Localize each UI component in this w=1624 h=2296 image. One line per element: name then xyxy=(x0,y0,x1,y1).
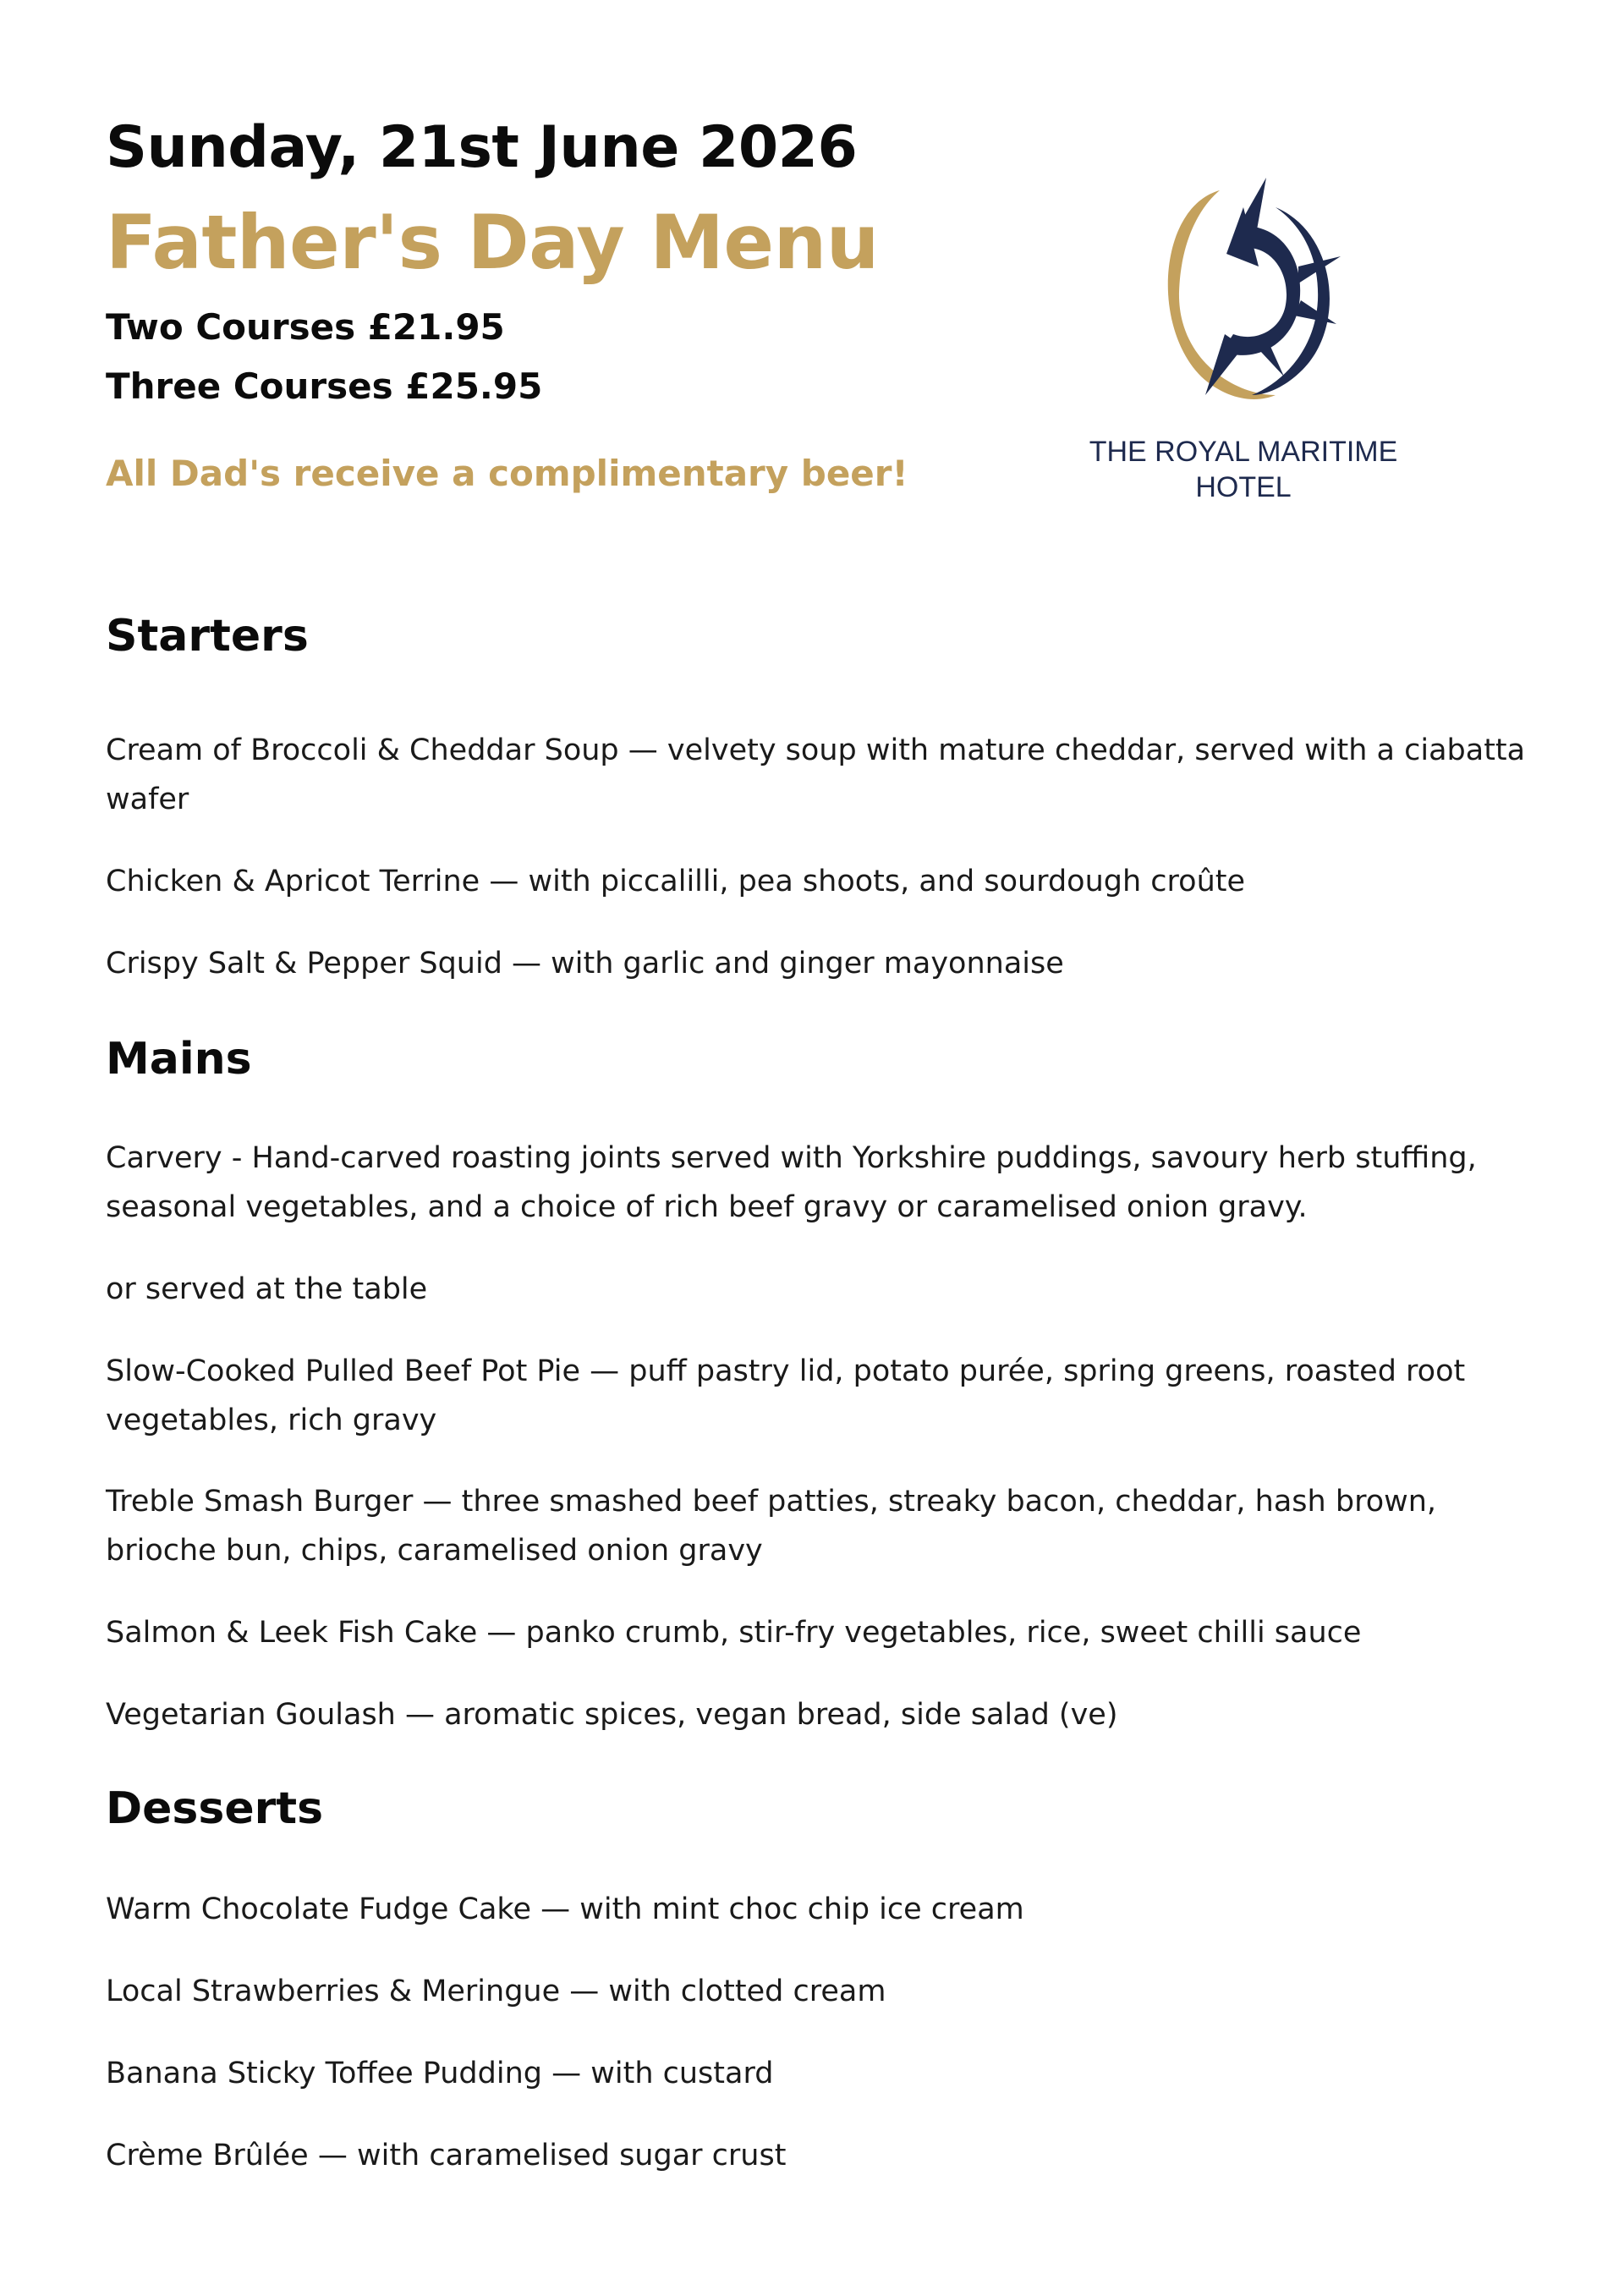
menu-date: Sunday, 21st June 2026 xyxy=(106,114,858,181)
menu-item: Banana Sticky Toffee Pudding — with custard xyxy=(106,2057,774,2090)
logo-text-line2: HOTEL xyxy=(1195,471,1292,503)
compass-moon-icon xyxy=(1125,173,1362,410)
menu-item: Local Strawberries & Meringue — with clotted cream xyxy=(106,1975,886,2008)
menu-item: Slow-Cooked Pulled Beef Pot Pie — puff pastry lid, potato purée, spring greens, roasted root vegetables, rich gravy xyxy=(106,1354,1466,1437)
menu-item: Treble Smash Burger — three smashed beef patties, streaky bacon, cheddar, hash brown, brioche bun, chips, caramelised onion gravy xyxy=(106,1485,1437,1568)
menu-item: Crispy Salt & Pepper Squid — with garlic and ginger mayonnaise xyxy=(106,947,1064,980)
section-heading-desserts: Desserts xyxy=(106,1783,324,1834)
promo-text: All Dad's receive a complimentary beer! xyxy=(106,453,908,494)
price-two-courses: Two Courses £21.95 xyxy=(106,306,505,348)
menu-item: Salmon & Leek Fish Cake — panko crumb, stir-fry vegetables, rice, sweet chilli sauce xyxy=(106,1616,1362,1650)
menu-item: Crème Brûlée — with caramelised sugar crust xyxy=(106,2139,787,2172)
logo-text-line1: THE ROYAL MARITIME xyxy=(1089,436,1398,468)
menu-title: Father's Day Menu xyxy=(106,199,879,286)
hotel-logo xyxy=(1074,165,1413,520)
section-heading-starters: Starters xyxy=(106,611,309,662)
menu-item: Vegetarian Goulash — aromatic spices, vegan bread, side salad (ve) xyxy=(106,1698,1118,1732)
menu-item: or served at the table xyxy=(106,1272,428,1306)
section-heading-mains: Mains xyxy=(106,1034,252,1085)
price-three-courses: Three Courses £25.95 xyxy=(106,365,543,407)
menu-item: Cream of Broccoli & Cheddar Soup — velvety soup with mature cheddar, served with a ciabatta wafer xyxy=(106,733,1526,816)
menu-item: Carvery - Hand-carved roasting joints served with Yorkshire puddings, savoury herb stuffing, seasonal vegetables, and a choice of rich beef gravy or caramelised onion gravy. xyxy=(106,1141,1477,1224)
menu-item: Warm Chocolate Fudge Cake — with mint choc chip ice cream xyxy=(106,1892,1024,1926)
menu-item: Chicken & Apricot Terrine — with piccalilli, pea shoots, and sourdough croûte xyxy=(106,865,1246,898)
